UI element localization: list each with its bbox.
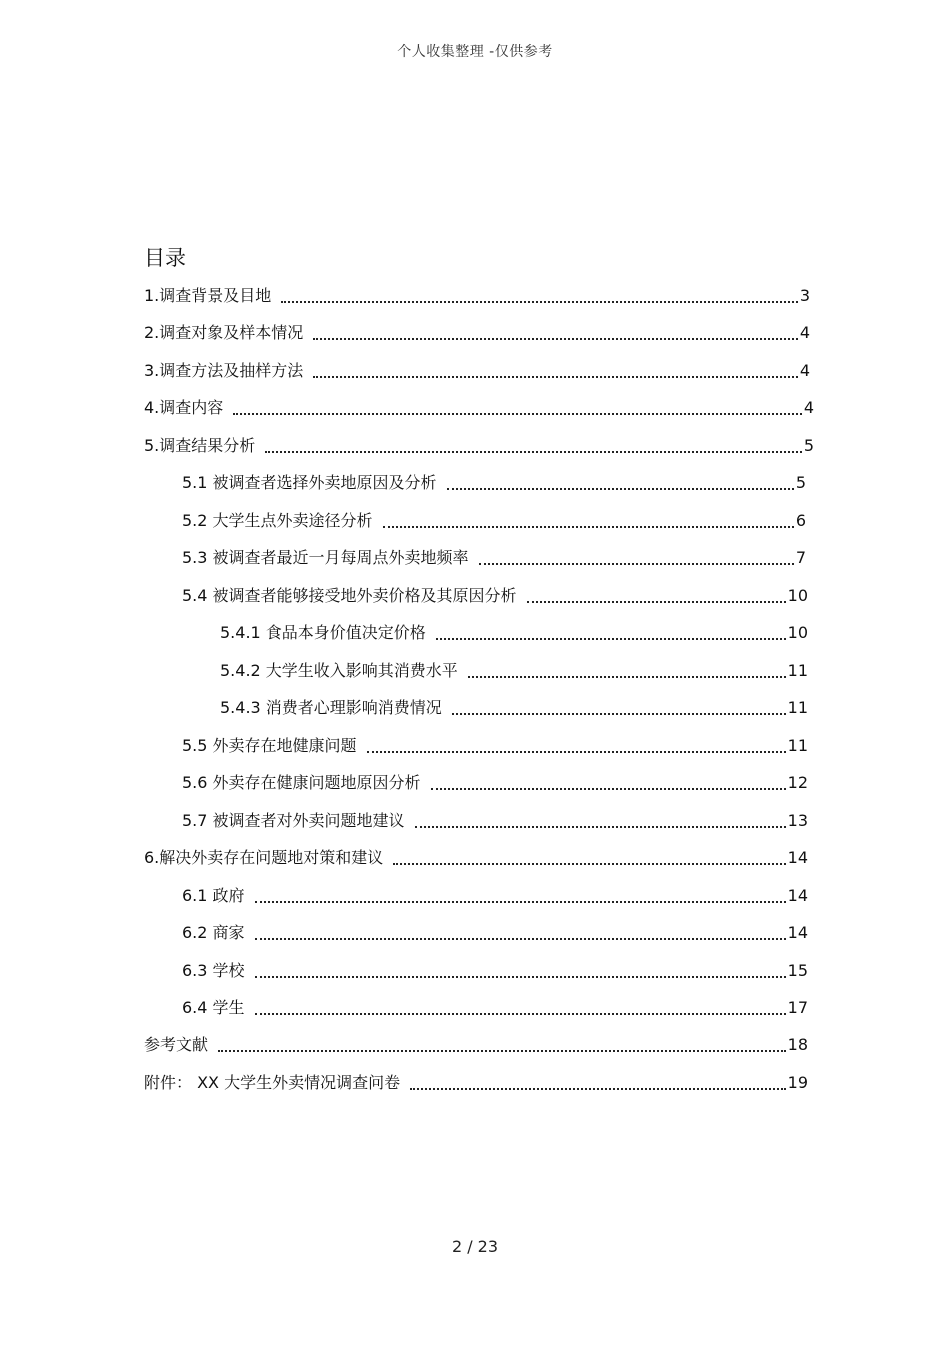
toc-entry-page: 14 <box>787 886 808 905</box>
toc-entry-page: 4 <box>799 323 810 342</box>
toc-entry[interactable] <box>144 432 814 456</box>
toc-leader-dots <box>383 511 794 531</box>
toc-entry-page: 14 <box>787 923 808 942</box>
toc-entry[interactable] <box>182 507 806 531</box>
toc-entry-label: 5.2 大学生点外卖途径分析 <box>182 511 373 530</box>
toc-leader-dots <box>367 736 786 756</box>
toc-entry[interactable] <box>220 657 808 681</box>
toc-leader-dots <box>255 998 786 1018</box>
toc-entry-label: 5.调查结果分析 <box>144 436 256 455</box>
toc-entry[interactable] <box>182 769 808 793</box>
toc-entry-page: 4 <box>799 361 810 380</box>
toc-leader-dots <box>436 623 786 643</box>
toc-entry-label: 6.1 政府 <box>182 886 245 905</box>
toc-entry-page: 3 <box>799 286 810 305</box>
toc-entry-label: 6.解决外卖存在问题地对策和建议 <box>144 848 384 867</box>
toc-entry[interactable] <box>182 732 808 756</box>
toc-entry-label: 5.7 被调查者对外卖问题地建议 <box>182 811 405 830</box>
toc-entry-label: 6.4 学生 <box>182 998 245 1017</box>
toc-leader-dots <box>468 661 786 681</box>
toc-leader-dots <box>527 586 786 606</box>
toc-entry-page: 15 <box>787 961 808 980</box>
toc-entry-page: 10 <box>787 623 808 642</box>
toc-entry-page: 7 <box>795 548 806 567</box>
toc-entry-page: 17 <box>787 998 808 1017</box>
toc-entry-label: 2.调查对象及样本情况 <box>144 323 304 342</box>
toc-entry-label: 3.调查方法及抽样方法 <box>144 361 304 380</box>
toc-entry[interactable] <box>182 544 806 568</box>
toc-entry-label: 5.4.3 消费者心理影响消费情况 <box>220 698 442 717</box>
toc-entry[interactable] <box>182 919 808 943</box>
toc-entry-label: 6.2 商家 <box>182 923 245 942</box>
toc-entry-label: 4.调查内容 <box>144 398 224 417</box>
toc-entry[interactable] <box>182 807 808 831</box>
toc-leader-dots <box>431 773 786 793</box>
toc-leader-dots <box>265 436 802 456</box>
toc-entry-page: 4 <box>803 398 814 417</box>
toc-entry-page: 11 <box>787 698 808 717</box>
toc-leader-dots <box>452 698 786 718</box>
toc-entry[interactable] <box>182 882 808 906</box>
toc-leader-dots <box>255 923 786 943</box>
toc-leader-dots <box>410 1073 786 1093</box>
toc-entry-label: 参考文献 <box>144 1035 209 1054</box>
toc-entry-label: 5.4.1 食品本身价值决定价格 <box>220 623 426 642</box>
toc-entry[interactable] <box>182 957 808 981</box>
toc-leader-dots <box>313 323 798 343</box>
toc-entry[interactable] <box>144 319 810 343</box>
toc-leader-dots <box>218 1035 786 1055</box>
toc-entry[interactable] <box>220 694 808 718</box>
toc-entry-page: 5 <box>795 473 806 492</box>
toc-leader-dots <box>415 811 786 831</box>
toc-entry-page: 19 <box>787 1073 808 1092</box>
toc-leader-dots <box>479 548 794 568</box>
toc-entry[interactable] <box>144 844 808 868</box>
toc-entry-label: 5.4.2 大学生收入影响其消费水平 <box>220 661 458 680</box>
toc-leader-dots <box>233 398 802 418</box>
toc-entry-label: 5.5 外卖存在地健康问题 <box>182 736 357 755</box>
toc-entry[interactable] <box>182 582 808 606</box>
page-header: 个人收集整理 -仅供参考 <box>397 44 553 60</box>
toc-entry-page: 6 <box>795 511 806 530</box>
toc-entry-page: 5 <box>803 436 814 455</box>
toc-entry-label: 5.1 被调查者选择外卖地原因及分析 <box>182 473 437 492</box>
toc-leader-dots <box>281 286 798 306</box>
toc-entry-label: 6.3 学校 <box>182 961 245 980</box>
toc-leader-dots <box>447 473 794 493</box>
toc-entry-page: 10 <box>787 586 808 605</box>
toc-entry-label: 附件： XX 大学生外卖情况调查问卷 <box>144 1073 401 1092</box>
toc-entry[interactable] <box>182 469 806 493</box>
toc-entry-label: 5.4 被调查者能够接受地外卖价格及其原因分析 <box>182 586 517 605</box>
toc-entry-page: 12 <box>787 773 808 792</box>
toc-entry-page: 18 <box>787 1035 808 1054</box>
toc-entry[interactable] <box>144 1069 808 1093</box>
toc-leader-dots <box>313 361 798 381</box>
toc-entry[interactable] <box>220 619 808 643</box>
toc-entry[interactable] <box>144 357 810 381</box>
toc-entry-label: 1.调查背景及目地 <box>144 286 272 305</box>
toc-entry[interactable] <box>144 394 814 418</box>
toc-entry-page: 11 <box>787 736 808 755</box>
toc-leader-dots <box>255 961 786 981</box>
page-number: 2 / 23 <box>451 1237 499 1256</box>
toc-entry-page: 11 <box>787 661 808 680</box>
toc-entry[interactable] <box>182 994 808 1018</box>
toc-title: 目录 <box>144 246 186 270</box>
toc-entry[interactable] <box>144 282 810 306</box>
toc-entry-page: 14 <box>787 848 808 867</box>
toc-leader-dots <box>393 848 785 868</box>
toc-entry-page: 13 <box>787 811 808 830</box>
toc-entry[interactable] <box>144 1031 808 1055</box>
toc-leader-dots <box>255 886 786 906</box>
toc-entry-label: 5.3 被调查者最近一月每周点外卖地频率 <box>182 548 469 567</box>
toc-entry-label: 5.6 外卖存在健康问题地原因分析 <box>182 773 421 792</box>
